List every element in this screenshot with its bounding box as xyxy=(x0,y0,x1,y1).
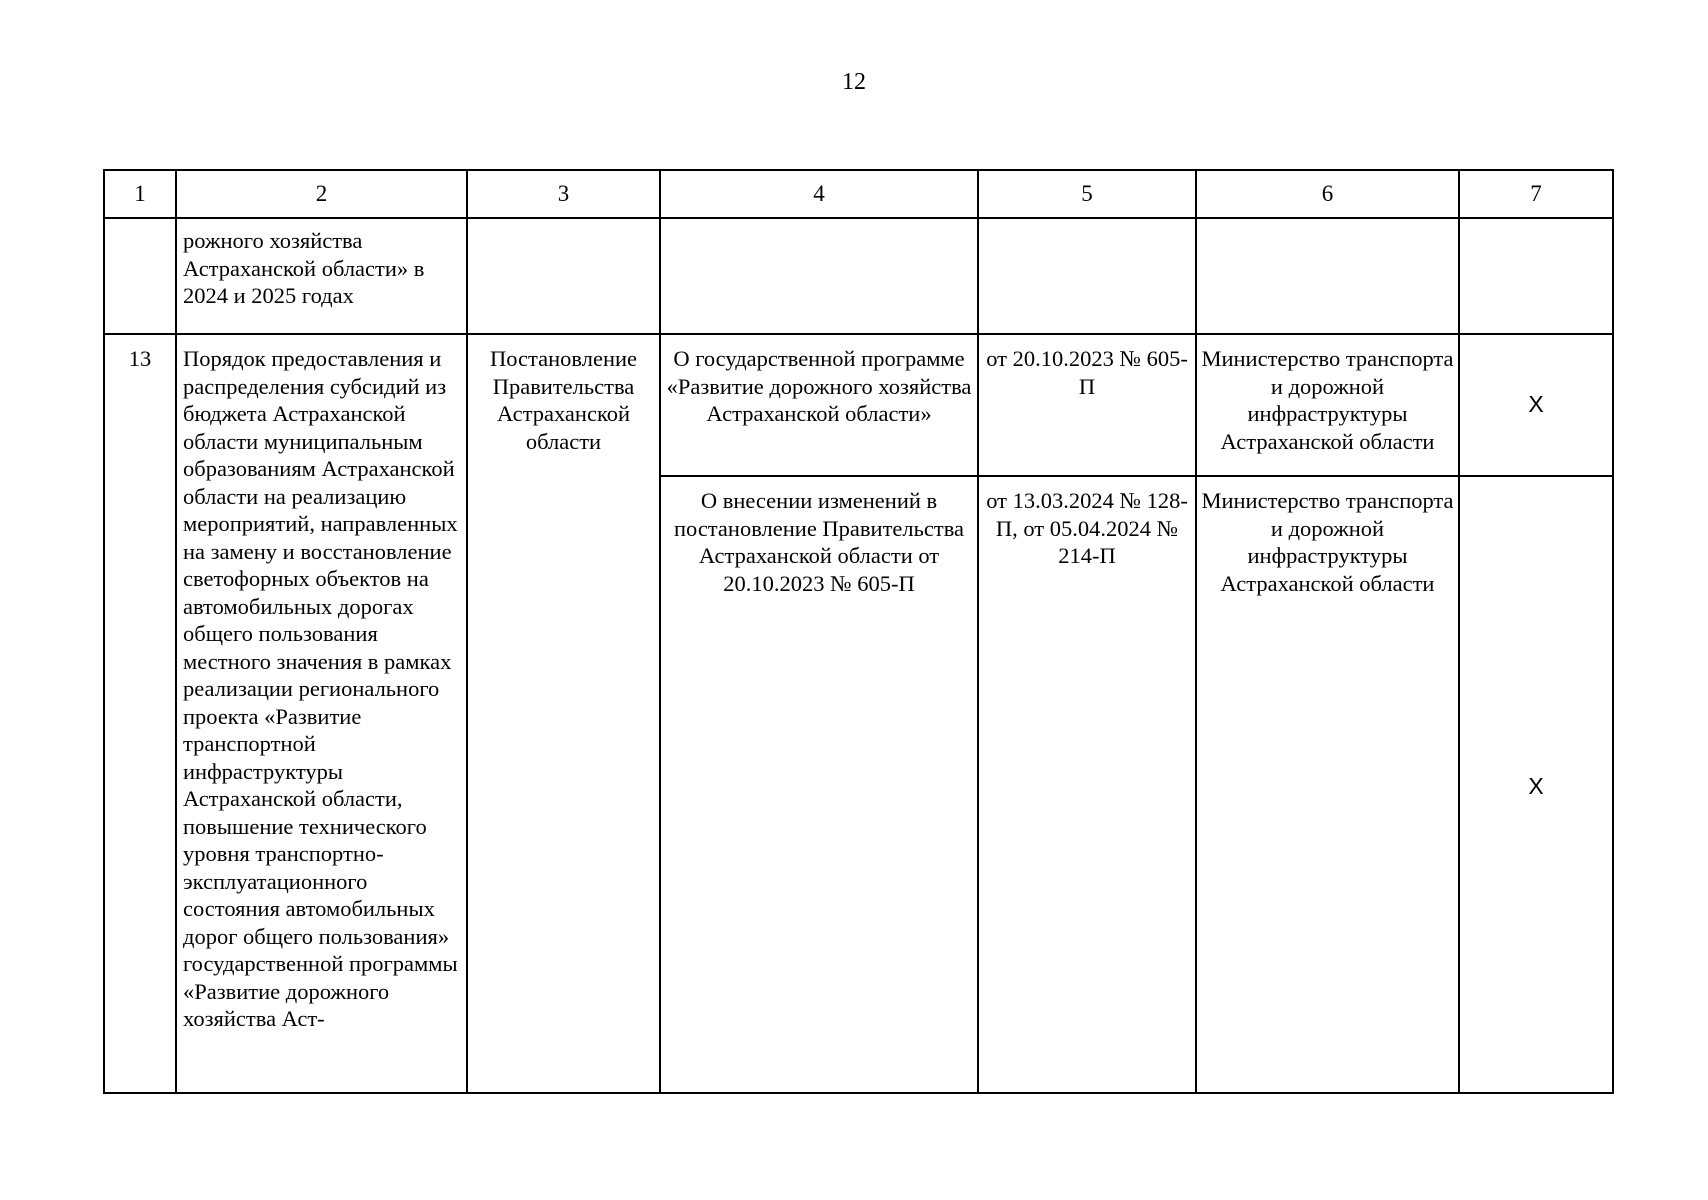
header-col-4: 4 xyxy=(660,170,978,218)
act-1-mark: X xyxy=(1528,391,1544,418)
legal-acts-table xyxy=(103,169,1614,1094)
page-number: 12 xyxy=(842,69,866,95)
header-col-7: 7 xyxy=(1459,170,1613,218)
act-2-mark: X xyxy=(1528,773,1544,799)
doc-type: Постановление Правительства Астраханской области xyxy=(467,334,660,1093)
act-1-title: О государственной программе «Развитие дорожного хозяйства Астраханской области» xyxy=(660,334,978,476)
header-col-6: 6 xyxy=(1196,170,1459,218)
cont-act-name: рожного хозяйства Астраханской области» в 2024 и 2025 годах xyxy=(176,218,467,334)
header-col-1: 1 xyxy=(104,170,176,218)
cont-cell-3 xyxy=(467,218,660,334)
row-number: 13 xyxy=(104,334,176,1093)
cont-cell-1 xyxy=(104,218,176,334)
cont-cell-7 xyxy=(1459,218,1613,334)
act-2-date-number: от 13.03.2024 № 128-П, от 05.04.2024 № 214-П xyxy=(978,476,1196,1093)
table-header-row xyxy=(104,170,1613,218)
header-col-5: 5 xyxy=(978,170,1196,218)
cont-cell-4 xyxy=(660,218,978,334)
act-2-authority: Министерство транспорта и дорожной инфраструктуры Астраханской области xyxy=(1196,476,1459,1093)
table-row-13-act-1 xyxy=(104,334,1613,476)
header-col-3: 3 xyxy=(467,170,660,218)
act-2-title: О внесении изменений в постановление Правительства Астраханской области от 20.10.2023 № 605-П xyxy=(660,476,978,1093)
cont-cell-6 xyxy=(1196,218,1459,334)
act-name: Порядок предоставления и распределения субсидий из бюджета Астраханской области муниципальным образованиям Астраханской области на реализацию мероприятий, направленных на замену и восстановление светофорных объектов на автомобильных дорогах общего пользования местного значения в рамках реализации регионального проекта «Развитие транспортной инфраструктуры Астраханской области, повышение технического уровня транспортно-эксплуатационного состояния автомобильных дорог общего пользования» государственной программы «Развитие дорожного хозяйства Аст- xyxy=(176,334,467,1093)
cont-cell-5 xyxy=(978,218,1196,334)
act-1-date-number: от 20.10.2023 № 605-П xyxy=(978,334,1196,476)
header-col-2: 2 xyxy=(176,170,467,218)
table-row-continuation xyxy=(104,218,1613,334)
act-1-authority: Министерство транспорта и дорожной инфраструктуры Астраханской области xyxy=(1196,334,1459,476)
